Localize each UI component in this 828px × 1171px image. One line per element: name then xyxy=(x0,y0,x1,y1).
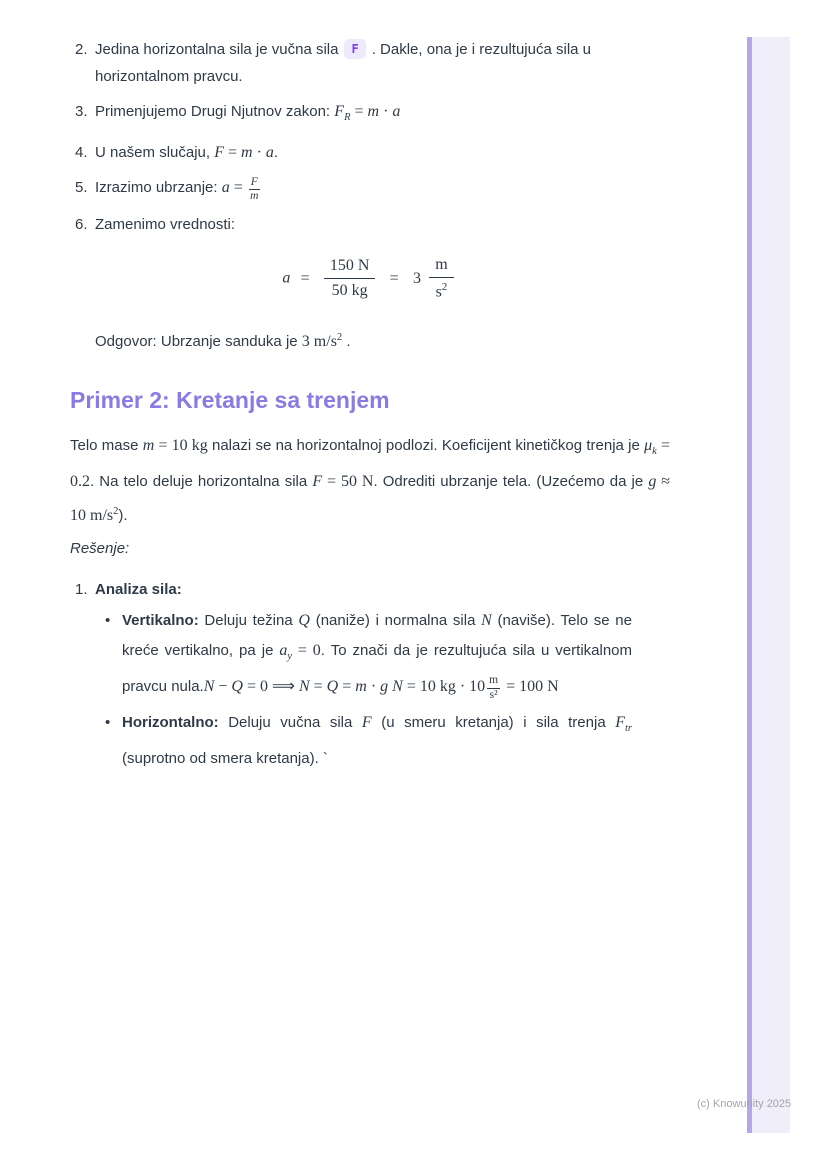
list-item xyxy=(70,576,670,603)
unit-base: s xyxy=(435,283,442,301)
text-segment: N xyxy=(203,677,215,695)
text-segment: U našem slučaju, xyxy=(95,144,215,161)
item-text xyxy=(95,576,670,603)
text-segment: = 100 N xyxy=(502,677,559,695)
item-text xyxy=(95,139,670,166)
text-segment: m xyxy=(142,436,155,454)
inline-fraction: $\frac{m}{\text{s²}}$ xyxy=(489,674,499,701)
fraction-numerator: m xyxy=(429,256,453,278)
list-item xyxy=(70,98,670,131)
text-segment: F xyxy=(615,713,625,731)
fraction-denominator: 50 kg xyxy=(331,282,368,300)
text-segment: = xyxy=(338,677,356,695)
item-number: 1. xyxy=(75,580,88,598)
item-number: 6. xyxy=(75,216,88,234)
text-segment: (suprotno od smera kretanja). ` xyxy=(122,749,328,767)
bullet-text xyxy=(122,708,670,774)
text-segment: y xyxy=(287,650,293,662)
section-heading: Primer 2: Kretanje sa trenjem xyxy=(70,386,390,413)
bullet-item xyxy=(70,708,670,774)
copyright-footer: (c) Knowunity 2025 xyxy=(697,1098,792,1110)
text-segment: Analiza sila: xyxy=(95,580,182,598)
inline-fraction: $\frac{F}{m}$ xyxy=(250,175,259,202)
item-number: 5. xyxy=(75,179,88,196)
text-segment: Odgovor: Ubrzanje sanduka je xyxy=(95,332,302,350)
text-segment: · xyxy=(252,144,266,161)
force-badge: F xyxy=(344,39,365,59)
text-segment: Q xyxy=(231,677,243,695)
item-text xyxy=(95,211,670,238)
scrollbar-thumb[interactable] xyxy=(747,37,752,1133)
text-segment: = xyxy=(350,103,368,120)
equals-sign: = xyxy=(389,269,399,287)
text-segment: R xyxy=(344,112,351,123)
text-segment: F xyxy=(214,144,224,161)
text-segment: Primenjujemo Drugi Njutnov zakon: xyxy=(95,103,335,120)
equals-sign: = xyxy=(300,269,310,287)
text-segment: N xyxy=(298,677,310,695)
text-segment: . Na telo deluje horizontalna sila xyxy=(90,472,313,490)
text-segment: Deluju vučna sila xyxy=(218,713,362,731)
text-segment: Horizontalno: xyxy=(122,713,219,731)
text-segment: ). xyxy=(118,506,128,524)
fraction xyxy=(429,256,453,301)
text-segment: m xyxy=(367,103,380,120)
text-segment: μ xyxy=(644,436,653,454)
text-segment: = 10 kg · 10 xyxy=(402,677,486,695)
bullet-marker: • xyxy=(105,713,111,731)
list-item xyxy=(70,36,670,90)
text-segment: Vertikalno: xyxy=(122,611,199,629)
bullet-marker: • xyxy=(105,611,111,629)
text-segment: (u smeru kretanja) i sila trenja xyxy=(371,713,616,731)
text-segment: = xyxy=(229,179,247,196)
numbered-step-list xyxy=(70,36,670,238)
text-segment: . xyxy=(342,332,351,350)
scrollbar-track[interactable] xyxy=(747,37,790,1133)
item-text xyxy=(95,36,670,90)
list-item xyxy=(70,139,670,166)
text-segment: = xyxy=(309,677,327,695)
text-segment: Izrazimo ubrzanje: xyxy=(95,179,222,196)
text-segment: m xyxy=(355,677,367,695)
text-segment: N xyxy=(392,677,403,695)
text-segment: Q xyxy=(326,677,339,695)
answer-line xyxy=(70,324,670,355)
item-number: 3. xyxy=(75,103,88,120)
text-segment: = 10 kg xyxy=(154,436,208,454)
display-formula xyxy=(70,256,670,301)
numbered-step-list xyxy=(70,576,670,774)
text-segment: F xyxy=(334,103,345,120)
text-segment: 2 xyxy=(113,505,119,517)
text-segment: F xyxy=(361,713,372,731)
text-segment: g xyxy=(380,677,389,695)
text-segment: . Dakle, ona je i rezultujuća sila u horizontalnom pravcu. xyxy=(95,41,591,85)
text-segment: = 0 xyxy=(292,641,321,659)
text-segment: 2 xyxy=(336,331,343,343)
text-segment: a xyxy=(265,144,274,161)
text-segment: ≈ 10 m/s xyxy=(70,472,671,524)
text-segment: k xyxy=(652,445,657,457)
text-segment: Telo mase xyxy=(70,436,143,454)
fraction-numerator: 150 N xyxy=(324,257,376,279)
text-segment: Jedina horizontalna sila je vučna sila xyxy=(95,41,339,58)
text-segment: . xyxy=(273,144,279,161)
text-segment: . To znači da je rezultujuća sila u vertikalnom pravcu nula. xyxy=(122,641,633,695)
text-segment: ⟹ xyxy=(272,677,295,695)
text-segment: . Odrediti ubrzanje tela. (Uzećemo da je xyxy=(373,472,649,490)
text-segment: g xyxy=(648,472,657,490)
text-segment: · xyxy=(366,677,381,695)
item-number: 2. xyxy=(75,41,88,58)
text-segment: N xyxy=(481,611,492,629)
text-segment: a xyxy=(221,179,230,196)
text-segment: m xyxy=(241,144,253,161)
text-segment: Deluju težina xyxy=(198,611,299,629)
fraction xyxy=(324,257,376,300)
text-segment: = 0.2 xyxy=(70,436,670,490)
item-text xyxy=(95,174,670,203)
text-segment: = xyxy=(224,144,242,161)
document-content xyxy=(70,0,670,780)
fraction-denominator xyxy=(429,278,453,301)
text-segment: 3 m/s xyxy=(301,332,337,350)
text-segment: − xyxy=(214,677,232,695)
item-number: 4. xyxy=(75,144,88,161)
text-segment: (naniže) i normalna sila xyxy=(309,611,482,629)
text-segment: Q xyxy=(298,611,310,629)
unit-exponent: 2 xyxy=(441,281,448,294)
bullet-text xyxy=(122,606,670,702)
text-segment: tr xyxy=(624,722,632,734)
text-segment: nalazi se na horizontalnoj podlozi. Koeficijent kinetičkog trenja je xyxy=(207,436,645,454)
text-segment: (naviše). Telo se ne kreće vertikalno, pa je xyxy=(122,611,632,659)
text-segment: F xyxy=(312,472,323,490)
item-text xyxy=(95,98,670,131)
text-segment: a xyxy=(392,103,401,120)
text-segment: · xyxy=(379,103,393,120)
bullet-item xyxy=(70,606,670,702)
list-item xyxy=(70,174,670,203)
text-segment: a xyxy=(279,641,288,659)
text-segment: = 0 xyxy=(242,677,273,695)
formula-coefficient: 3 xyxy=(412,269,421,287)
problem-statement xyxy=(70,431,670,531)
bullet-list xyxy=(70,606,670,774)
text-segment: = 50 N xyxy=(322,472,374,490)
text-segment: Zamenimo vrednosti: xyxy=(95,216,236,234)
formula-variable: a xyxy=(282,269,291,287)
list-item xyxy=(70,211,670,238)
solution-label: Rešenje: xyxy=(70,539,130,557)
